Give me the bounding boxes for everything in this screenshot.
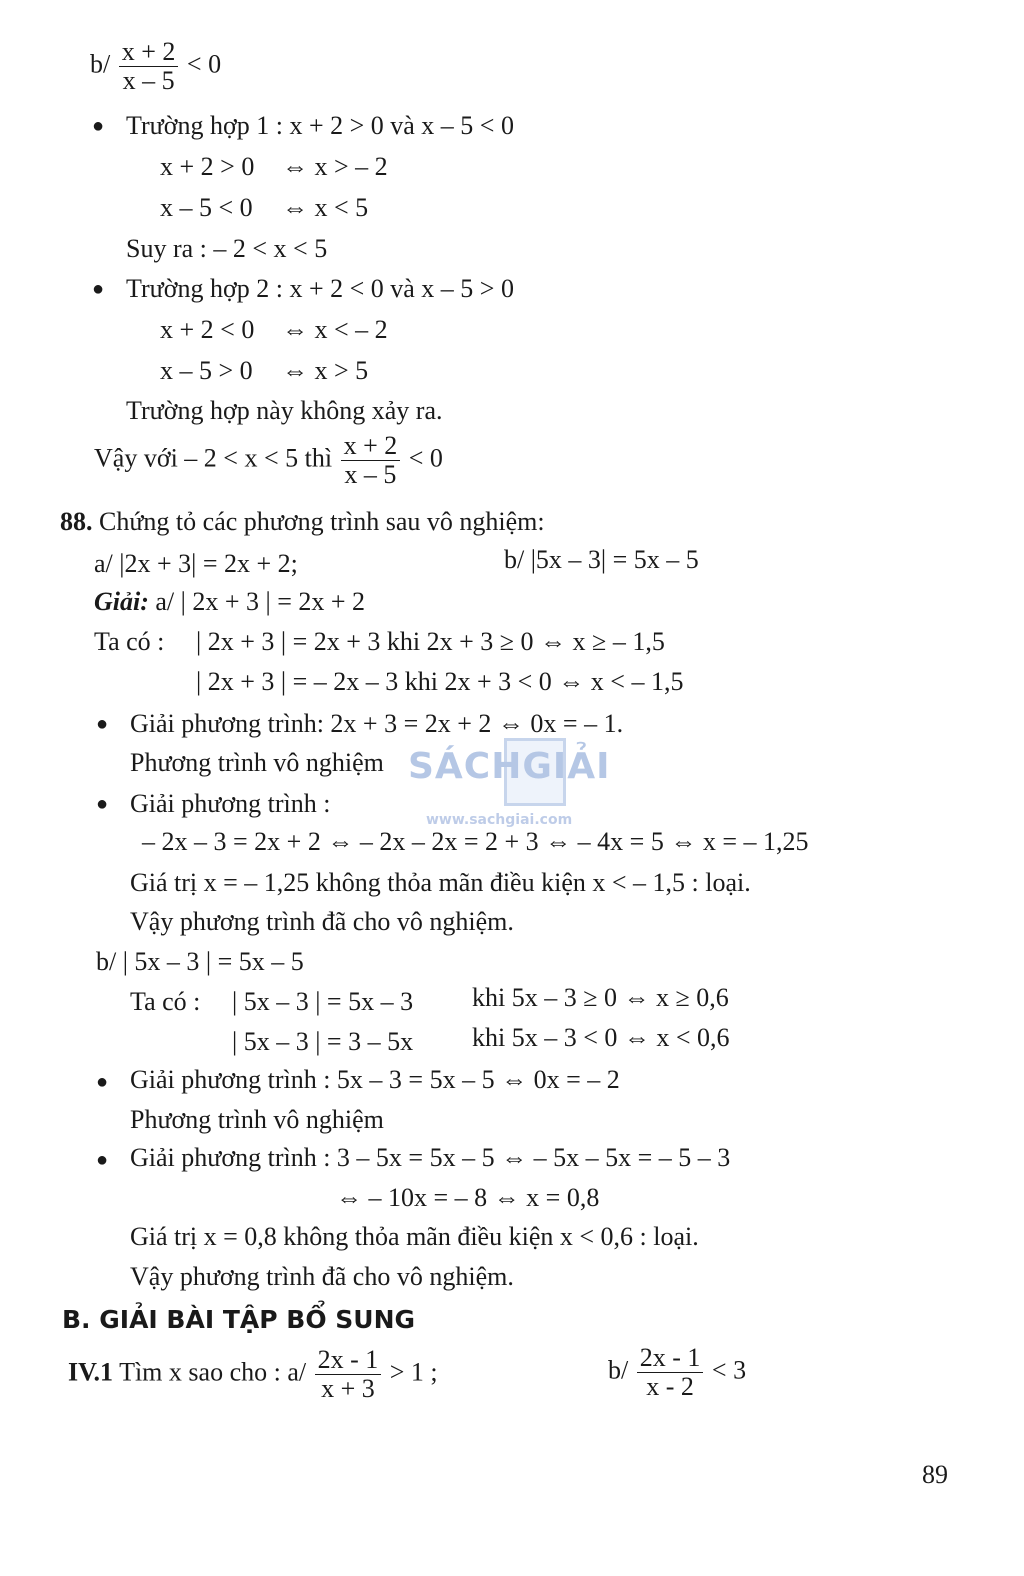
- case-2-step-1a: x + 2 < 0: [160, 315, 255, 344]
- solve-step-2: Giải phương trình :: [130, 789, 331, 818]
- bullet-icon: ●: [96, 713, 109, 735]
- fraction-denominator: x – 5: [122, 66, 175, 95]
- solve-step-2-work: – 2x – 3 = 2x + 2 ⇔ – 2x – 2x = 2 + 3 ⇔ – 4x = 5 ⇔ x = – 1,25: [142, 827, 809, 856]
- case-1-step-1b: ⇔ x > – 2: [282, 152, 388, 181]
- fraction: [637, 1344, 704, 1401]
- fraction-numerator: 2x - 1: [637, 1344, 704, 1373]
- solution-a-heading: [94, 586, 365, 618]
- inequality-rhs: < 0: [408, 443, 443, 473]
- abs-b-case-2: | 5x – 3 | = 3 – 5x: [232, 1027, 414, 1056]
- we-have-label-b: Ta có :: [130, 987, 201, 1016]
- exercise-iv1: [68, 1346, 438, 1403]
- conclusion-a: Vậy phương trình đã cho vô nghiệm.: [130, 907, 514, 936]
- abs-b-cond-2: khi 5x – 3 < 0 ⇔ x < 0,6: [472, 1023, 730, 1052]
- equation-b: b/ |5x – 3| = 5x – 5: [504, 545, 699, 574]
- exercise-number: IV.1: [68, 1357, 114, 1387]
- solution-equation: a/ | 2x + 3 | = 2x + 2: [148, 587, 366, 616]
- inequality-rhs: < 3: [711, 1355, 747, 1385]
- inequality-rhs: > 1 ;: [389, 1357, 438, 1387]
- case-1-heading: Trường hợp 1 : x + 2 > 0 và x – 5 < 0: [126, 111, 514, 140]
- case-2-step-1b: ⇔ x < – 2: [282, 315, 388, 344]
- solve-b-step-2: Giải phương trình : 3 – 5x = 5x – 5 ⇔ – 5x – 5x = – 5 – 3: [130, 1143, 731, 1172]
- final-conclusion-b: [94, 432, 443, 489]
- watermark-logo: [408, 738, 618, 838]
- solve-b-step-1: Giải phương trình : 5x – 3 = 5x – 5 ⇔ 0x = – 2: [130, 1065, 620, 1094]
- fraction-denominator: x + 3: [321, 1374, 375, 1403]
- fraction-numerator: x + 2: [341, 432, 401, 461]
- we-have-label: Ta có :: [94, 627, 165, 656]
- solve-b-step-2-work: ⇔ – 10x = – 8 ⇔ x = 0,8: [336, 1183, 600, 1212]
- problem-b-label: b/: [90, 49, 111, 79]
- watermark-url: www.sachgiai.com: [426, 812, 573, 828]
- case-1-step-2b: ⇔ x < 5: [282, 193, 369, 222]
- reject-value-b: Giá trị x = 0,8 không thỏa mãn điều kiện x < 0,6 : loại.: [130, 1222, 699, 1251]
- case-2-step-2a: x – 5 > 0: [160, 356, 253, 385]
- no-solution-b: Phương trình vô nghiệm: [130, 1105, 384, 1134]
- fraction: [119, 38, 179, 95]
- abs-case-2: | 2x + 3 | = – 2x – 3 khi 2x + 3 < 0 ⇔ x < – 1,5: [196, 667, 684, 696]
- problem-b-inequality: [90, 38, 221, 95]
- exercise-text: Tìm x sao cho : a/: [113, 1357, 307, 1387]
- exercise-88-heading: [60, 506, 545, 538]
- page-number: 89: [922, 1460, 948, 1489]
- watermark-brand: SÁCHGIẢI: [408, 746, 611, 787]
- fraction-denominator: x - 2: [646, 1372, 694, 1401]
- bullet-icon: ●: [92, 115, 105, 137]
- exercise-number: 88.: [60, 507, 93, 536]
- case-1-step-1a: x + 2 > 0: [160, 152, 255, 181]
- fraction-numerator: x + 2: [119, 38, 179, 67]
- abs-case-1: | 2x + 3 | = 2x + 3 khi 2x + 3 ≥ 0 ⇔ x ≥ – 1,5: [196, 627, 665, 656]
- exercise-text: Chứng tỏ các phương trình sau vô nghiệm:: [92, 507, 545, 536]
- fraction-numerator: 2x - 1: [315, 1346, 382, 1375]
- abs-b-cond-1: khi 5x – 3 ≥ 0 ⇔ x ≥ 0,6: [472, 983, 729, 1012]
- case-2-conclusion: Trường hợp này không xảy ra.: [126, 396, 443, 425]
- fraction-denominator: x – 5: [344, 460, 397, 489]
- equation-a: a/ |2x + 3| = 2x + 2;: [94, 549, 298, 578]
- case-2-heading: Trường hợp 2 : x + 2 < 0 và x – 5 > 0: [126, 274, 514, 303]
- bullet-icon: ●: [96, 793, 109, 815]
- inequality-rhs: < 0: [186, 49, 222, 79]
- solution-b-heading: b/ | 5x – 3 | = 5x – 5: [96, 947, 304, 976]
- fraction: [341, 432, 401, 489]
- section-b-heading: B. GIẢI BÀI TẬP BỔ SUNG: [62, 1305, 416, 1334]
- part-b-label: b/: [608, 1355, 629, 1385]
- fraction: [315, 1346, 382, 1403]
- bullet-icon: ●: [96, 1149, 109, 1171]
- reject-value-a: Giá trị x = – 1,25 không thỏa mãn điều kiện x < – 1,5 : loại.: [130, 868, 751, 897]
- solution-label: Giải:: [94, 587, 149, 616]
- case-1-step-2a: x – 5 < 0: [160, 193, 253, 222]
- conclusion-b: Vậy phương trình đã cho vô nghiệm.: [130, 1262, 514, 1291]
- case-1-conclusion: Suy ra : – 2 < x < 5: [126, 234, 328, 263]
- bullet-icon: ●: [96, 1071, 109, 1093]
- abs-b-case-1: | 5x – 3 | = 5x – 3: [232, 987, 414, 1016]
- no-solution-1: Phương trình vô nghiệm: [130, 748, 384, 777]
- case-2-step-2b: ⇔ x > 5: [282, 356, 369, 385]
- bullet-icon: ●: [92, 278, 105, 300]
- conclusion-text: Vậy với – 2 < x < 5 thì: [94, 443, 333, 473]
- exercise-iv1-b: [608, 1344, 746, 1401]
- solve-step-1: Giải phương trình: 2x + 3 = 2x + 2 ⇔ 0x = – 1.: [130, 709, 624, 738]
